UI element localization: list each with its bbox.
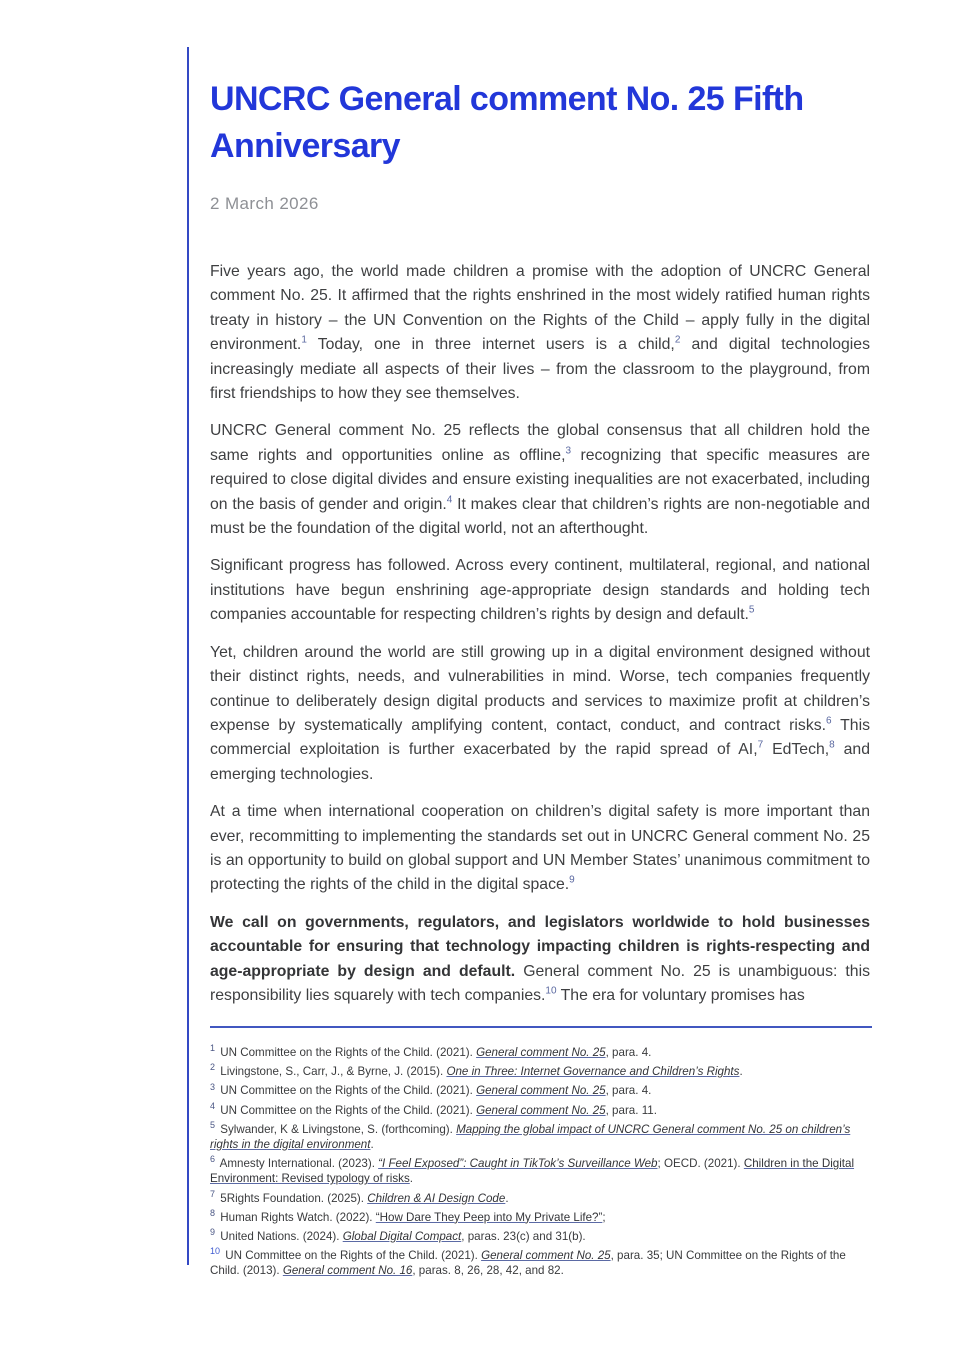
footnote-item (210, 1119, 872, 1152)
footnote-item (210, 1156, 872, 1186)
text-run: , paras. 23(c) and 31(b). (461, 1230, 586, 1244)
text-run: ; (602, 1210, 606, 1224)
footnote-ref: 8 (829, 740, 835, 752)
footnotes-section (210, 1026, 872, 1283)
text-run: , para. 35; UN Committee on the Rights of the Child. (2013). (210, 1249, 846, 1278)
footnote-ref: 1 (301, 334, 307, 346)
footnote-item (210, 1100, 872, 1118)
text-run: , para. 4. (605, 1046, 652, 1059)
footnote-item (210, 1188, 872, 1206)
reference-link[interactable]: General comment No. 25 (476, 1084, 606, 1098)
document-content (210, 76, 870, 1008)
footnote-item (210, 1229, 872, 1244)
body-paragraph (210, 554, 870, 627)
text-run: UNCRC General comment No. 25 reflects the global consensus that all children hold the same rights and opportunities online as offline, (210, 422, 870, 464)
reference-link[interactable]: One in Three: Internet Governance and Children’s Rights (446, 1065, 740, 1079)
text-run: 5Rights Foundation. (2025). (220, 1191, 368, 1205)
text-run: and digital technologies increasingly mediate all aspects of their lives – from the classroom to the playground, from first friendships to how they see themselves. (210, 336, 870, 403)
footnote-item (210, 1207, 872, 1225)
footnote-item (210, 1064, 872, 1079)
text-run: It makes clear that children’s rights are non-negotiable and must be the foundation of the digital world, not an afterthought. (210, 495, 870, 538)
text-run: . (505, 1191, 509, 1205)
document-title: UNCRC General comment No. 25 Fifth Anniversary (210, 80, 804, 165)
text-run: . (739, 1065, 743, 1079)
body-paragraph (210, 800, 870, 898)
footnote-ref: 10 (545, 985, 557, 997)
body-paragraph (210, 419, 870, 541)
reference-link[interactable]: Children in the Digital Environment: Revised typology of risks (210, 1157, 855, 1186)
document-date: 2 March 2026 (210, 194, 319, 213)
text-run: . (370, 1138, 374, 1152)
footnote-number: 5 (210, 1119, 216, 1130)
reference-link[interactable]: “How Dare They Peep into My Private Life?” (375, 1210, 603, 1224)
footnote-ref: 5 (748, 605, 755, 617)
footnote-number: 3 (210, 1081, 216, 1092)
text-run: Sylwander, K & Livingstone, S. (forthcoming). (220, 1122, 457, 1136)
footnote-separator (210, 1026, 872, 1028)
text-run: At a time when international cooperation on children’s digital safety is more important than ever, recommitting to implementing the standards set out in UNCRC General comment No. 25 is an opportunity to build on global support and UN Member States’ unanimous commitment to protecting the rights of the child in the digital space. (210, 803, 870, 894)
text-run: Livingstone, S., Carr, J., & Byrne, J. (2015). (220, 1065, 447, 1079)
text-run: , para. 4. (605, 1084, 652, 1098)
text-run: EdTech, (763, 741, 830, 759)
reference-link[interactable]: General comment No. 25 (481, 1249, 611, 1263)
text-run: UN Committee on the Rights of the Child. (2021). (220, 1103, 477, 1117)
footnote-number: 4 (210, 1100, 216, 1111)
text-run: and emerging technologies. (210, 741, 870, 783)
footnote-item (210, 1248, 872, 1278)
text-run: UN Committee on the Rights of the Child. (2021). (220, 1084, 477, 1098)
text-run: United Nations. (2024). (220, 1230, 343, 1244)
reference-link[interactable]: “I Feel Exposed”: Caught in TikTok’s Surveillance Web (378, 1157, 658, 1171)
body-paragraph (210, 260, 870, 406)
bold-text-run: We call on governments, regulators, and legislators worldwide to hold businesses accountable for ensuring that technology impacting children is rights-respecting and age-appropriate by design and default. (210, 913, 870, 980)
text-run: recognizing that specific measures are required to close digital divides and ensure existing inequalities are not exacerbated, including on the basis of gender and origin. (210, 446, 870, 513)
text-run: Yet, children around the world are still growing up in a digital environment designed without their distinct rights, needs, and vulnerabilities in mind. Worse, tech companies frequently continue to deliberately design digital products and services to maximize profit at children’s expense by systematically amplifying content, contact, conduct, and contract risks. (210, 643, 870, 734)
text-run: , para. 11. (605, 1103, 657, 1117)
text-run: UN Committee on the Rights of the Child. (2021). (220, 1046, 477, 1059)
reference-link[interactable]: Global Digital Compact (342, 1230, 462, 1244)
text-run: . (409, 1172, 413, 1186)
reference-link[interactable]: Children & AI Design Code (367, 1191, 506, 1205)
footnote-ref: 3 (565, 445, 572, 457)
footnote-item (210, 1083, 872, 1098)
left-margin-line (187, 47, 189, 1265)
document-body (210, 260, 870, 1008)
reference-link[interactable]: General comment No. 25 (476, 1046, 606, 1059)
footnote-number: 10 (210, 1246, 221, 1257)
footnote-ref: 4 (446, 494, 453, 506)
reference-link[interactable]: General comment No. 25 (476, 1103, 606, 1117)
footnote-number: 1 (210, 1043, 216, 1054)
text-run: Amnesty International. (2023). (219, 1157, 379, 1171)
body-paragraph (210, 911, 870, 1009)
text-run: This commercial exploitation is further exacerbated by the rapid spread of AI, (210, 716, 870, 759)
footnote-ref: 6 (826, 715, 832, 727)
text-run: UN Committee on the Rights of the Child. (2021). (225, 1249, 482, 1263)
footnote-number: 7 (210, 1188, 216, 1199)
text-run: Human Rights Watch. (2022). (220, 1210, 376, 1224)
text-run: , paras. 8, 26, 28, 42, and 82. (412, 1264, 564, 1278)
footnote-list (210, 1045, 872, 1279)
text-run: Significant progress has followed. Across every continent, multilateral, regional, and national institutions have begun enshrining age-appropriate design standards and holding tech companies accountable for respecting children’s rights by design and default. (210, 557, 870, 624)
reference-link[interactable]: General comment No. 16 (282, 1264, 413, 1278)
text-run: Today, one in three internet users is a child, (306, 336, 675, 354)
body-paragraph (210, 641, 870, 787)
text-run: General comment No. 25 is unambiguous: this responsibility lies squarely with tech companies. (210, 962, 870, 1004)
text-run: ; OECD. (2021). (657, 1157, 744, 1171)
text-run: Five years ago, the world made children a promise with the adoption of UNCRC General comment No. 25. It affirmed that the rights enshrined in the most widely ratified human rights treaty in history – the UN Convention on the Rights of the Child – apply fully in the digital environment. (210, 263, 870, 354)
footnote-ref: 2 (674, 334, 681, 346)
reference-link[interactable]: Mapping the global impact of UNCRC General comment No. 25 on children’s rights in the digital environment (210, 1122, 851, 1152)
footnote-number: 6 (210, 1154, 216, 1165)
footnote-number: 9 (210, 1227, 216, 1238)
footnote-item (210, 1045, 872, 1060)
footnote-ref: 7 (757, 740, 764, 752)
footnote-number: 8 (210, 1207, 216, 1218)
text-run: The era for voluntary promises has (556, 986, 805, 1004)
footnote-ref: 9 (569, 875, 575, 887)
footnote-number: 2 (210, 1062, 216, 1073)
